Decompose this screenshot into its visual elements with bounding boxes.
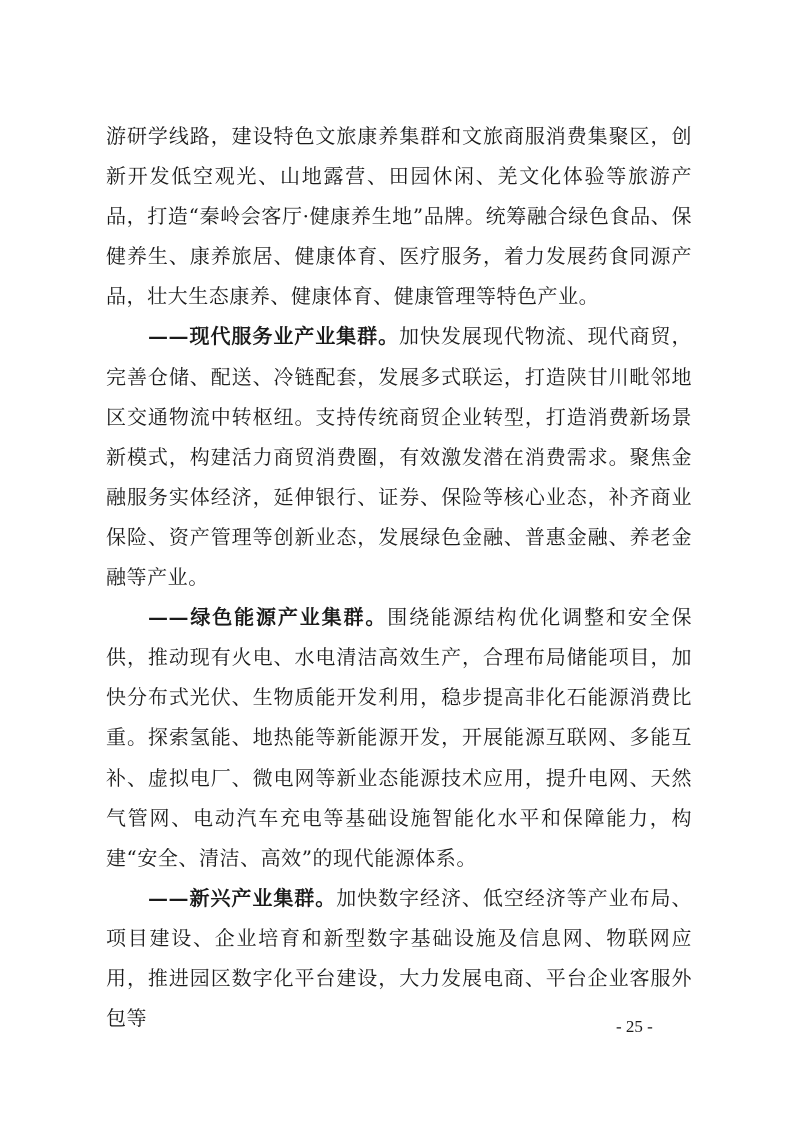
paragraph-heading: ——新兴产业集群。 <box>148 885 337 910</box>
paragraph-continuation <box>106 116 692 316</box>
paragraph-modern-services <box>106 316 692 597</box>
paragraph-green-energy <box>106 597 692 878</box>
paragraph-heading: ——现代服务业产业集群。 <box>148 324 400 349</box>
paragraph-emerging-industries <box>106 878 692 1038</box>
paragraph-text: 加快发展现代物流、现代商贸，完善仓储、配送、冷链配套，发展多式联运，打造陕甘川毗邻地区交通物流中转枢纽。支持传统商贸企业转型，打造消费新场景新模式，构建活力商贸消费圈，有效激发潜在消费需求。聚焦金融服务实体经济，延伸银行、证券、保险等核心业态，补齐商业保险、资产管理等创新业态，发展绿色金融、普惠金融、养老金融等产业。 <box>106 324 692 590</box>
paragraph-heading: ——绿色能源产业集群。 <box>148 605 388 630</box>
paragraph-text: 游研学线路，建设特色文旅康养集群和文旅商服消费集聚区，创新开发低空观光、山地露营、田园休闲、羌文化体验等旅游产品，打造“秦岭会客厅·健康养生地”品牌。统筹融合绿色食品、保健养生、康养旅居、健康体育、医疗服务，着力发展药食同源产品，壮大生态康养、健康体育、健康管理等特色产业。 <box>106 124 692 309</box>
page-number: - 25 - <box>616 1017 653 1036</box>
paragraph-text: 围绕能源结构优化调整和安全保供，推动现有火电、水电清洁高效生产，合理布局储能项目，加快分布式光伏、生物质能开发利用，稳步提高非化石能源消费比重。探索氢能、地热能等新能源开发，开展能源互联网、多能互补、虚拟电厂、微电网等新业态能源技术应用，提升电网、天然气管网、电动汽车充电等基础设施智能化水平和保障能力，构建“安全、清洁、高效”的现代能源体系。 <box>106 605 692 870</box>
body-text <box>106 116 692 1038</box>
paragraph-text: 加快数字经济、低空经济等产业布局、项目建设、企业培育和新型数字基础设施及信息网、物联网应用，推进园区数字化平台建设，大力发展电商、平台企业客服外包等 <box>106 885 692 1031</box>
